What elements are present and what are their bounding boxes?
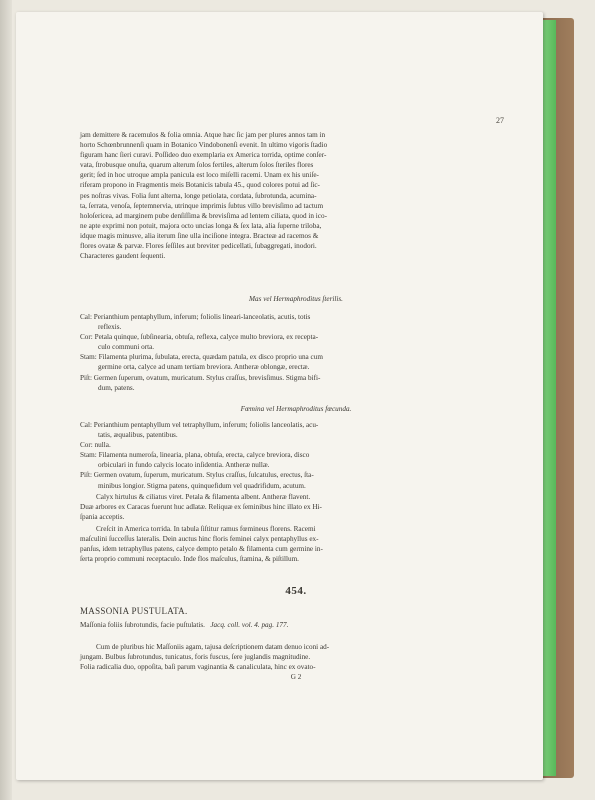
text-line: riferam propono in Fragmentis meis Botanicis tabula 45., quod colores potui ad ſic- — [80, 181, 320, 190]
text-line: Folia radicalia duo, oppoſita, baſi parum vaginantia & canaliculata, hinc ex ovato- — [80, 663, 316, 672]
text-line: Duæ arbores ex Caracas fuerunt huc adlatæ. Reliquæ ex ſeminibus hinc illato ex Hi- — [80, 503, 322, 512]
character-line: Cal: Perianthium pentaphyllum, inferum; foliolis lineari-lanceolatis, acutis, totis — [80, 313, 311, 321]
text-line: holoſericea, ad marginem pube denſiſſima & brevisſima ad lentem ciliata, quod in ico- — [80, 211, 327, 220]
text-line: pes noſtras vivas. Folia ſunt alterna, longe petiolata, cordata, ſubrotunda, acumina- — [80, 191, 317, 200]
diagnosis-reference: Jacq. coll. vol. 4. pag. 177. — [210, 621, 289, 629]
character-line: Stam: Filamenta numeroſa, linearia, plana, obtuſa, erecta, calyce breviora, disco — [80, 451, 310, 460]
character-line: dum, patens. — [98, 383, 135, 392]
signature-text: G 2 — [290, 673, 302, 681]
character-line: tatis, æqualibus, patentibus. — [98, 431, 178, 440]
text-line: horto Schœnbrunnenſi quam in Botanico Vindobonenſi evenit. In ultimo vigoris ſtadio — [80, 141, 328, 150]
character-line: orbiculari in fundo calycis locato inſidentia. Antheræ nullæ. — [98, 461, 270, 470]
text-line: gerit; ſed in hoc utroque ampla panicula est loco miſelli racemi. Unam ex his uniſe- — [80, 171, 319, 180]
text-line: ſpania acceptis. — [80, 513, 125, 522]
book-page — [16, 12, 543, 780]
species-diagnosis — [80, 620, 512, 630]
subheading-text: Mas vel Hermaphroditus ſterilis. — [249, 295, 343, 303]
subheading-male — [80, 294, 512, 304]
character-line: Piſt: Germen ovatum, ſuperum, muricatum. Stylus craſſus, ſulcatulus, erectus, ſta- — [80, 471, 314, 480]
text-line: Creſcit in America torrida. In tabula ſiſtitur ramus fœmineus florens. Racemi — [96, 525, 316, 533]
text-line: flores ovatæ & parvæ. Flores ſeſſiles aut breviter pedicellati, ſubaggregati, inodori. — [80, 242, 317, 251]
character-line: Cal: Perianthium pentaphyllum vel tetraphyllum, inferum; foliolis lanceolatis, acu- — [80, 421, 319, 429]
text-line: ta, ſerrata, venoſa, ſeptemnervia, utrinque imprimis ſubtus villo brevisſimo ad tactum — [80, 201, 324, 210]
text-line: vata, ſtrobusque onuſta, quarum alterum ſolos fertiles, alterum ſolos ſteriles flores — [80, 161, 314, 170]
character-line: Piſt: Germen ſuperum, ovatum, muricatum. Stylus craſſus, brevisſimus. Stigma bifi- — [80, 373, 321, 382]
text-line: jam demittere & racemulos & folia omnia. Atque hæc ſic jam per plures annos tam in — [80, 131, 326, 139]
text-line: idque magis minusve, alia iterum ſine ulla inciſione integra. Bracteæ ad racemos & — [80, 231, 319, 240]
plate-number-text: 454. — [285, 585, 307, 597]
character-line: minibus longior. Stigma patens, quinquefidum vel quadrifidum, acutum. — [98, 481, 306, 490]
paragraph-habitat — [80, 524, 512, 564]
text-line: ſerta proprio communi receptaculo. Inde flos maſculus, ſtamina, & piſtillum. — [80, 555, 299, 564]
character-line: Cor: Petala quinque, ſubſinearia, obtuſa, reflexa, calyce multo breviora, ex recepta- — [80, 333, 319, 342]
paragraph-description — [80, 642, 512, 672]
species-heading-text: MASSONIA PUSTULATA. — [80, 606, 188, 616]
subheading-female — [80, 404, 512, 414]
female-characters — [80, 420, 512, 491]
subheading-text: Fœmina vel Hermaphroditus fœcunda. — [240, 405, 352, 413]
text-line: ne apte exprimi non potuit, majora octo uncias longa & ſex lata, alia ſuperne triloba, — [80, 221, 322, 230]
text-line: Characteres gaudent ſequenti. — [80, 252, 166, 261]
male-characters — [80, 312, 512, 393]
diagnosis-line — [80, 620, 512, 630]
character-line: reflexis. — [98, 323, 122, 332]
text-line: jungam. Bulbus ſubrotundus, tunicatus, foris fuscus, ſere juglandis magnitudine. — [80, 653, 311, 662]
diagnosis-text: Maſſonia foliis ſubrotundis, facie puſtulatis. — [80, 621, 205, 629]
text-line: figuram hanc ſieri curavi. Poſſideo duo exemplaria ex America torrida, optime conſer- — [80, 151, 327, 160]
paragraph-intro — [80, 130, 512, 261]
text-line: maſculini ſucceſſus lateralis. Dein auctus hinc floris feminei calyx pentaphyllus ex- — [80, 535, 319, 544]
character-line: Stam: Filamenta plurima, ſubulata, erecta, quædam patula, ex disco proprio una cum — [80, 353, 323, 362]
character-line: Cor: nulla. — [80, 441, 111, 450]
plate-number — [80, 586, 512, 596]
text-line: Calyx hirtulus & ciliatus viret. Petala & filamenta albent. Antheræ flavent. — [96, 493, 311, 501]
character-line: germine orta, calyce ad unam tertiam breviora. Antheræ oblongæ, erectæ. — [98, 363, 310, 372]
text-line: Cum de pluribus hic Maſſoniis agam, tajusa deſcriptionem datam denuo iconi ad- — [96, 643, 330, 651]
text-line: panſus, idem tetraphyllus patens, calyce dempto petalo & filamenta cum germine in- — [80, 545, 323, 554]
book-green-edge — [542, 20, 556, 776]
signature-mark — [80, 672, 512, 682]
page-number: 27 — [496, 116, 504, 125]
character-line: culo communi orta. — [98, 343, 155, 352]
species-heading — [80, 606, 512, 616]
paragraph-colors — [80, 492, 512, 522]
book-gutter-shadow — [0, 0, 12, 800]
